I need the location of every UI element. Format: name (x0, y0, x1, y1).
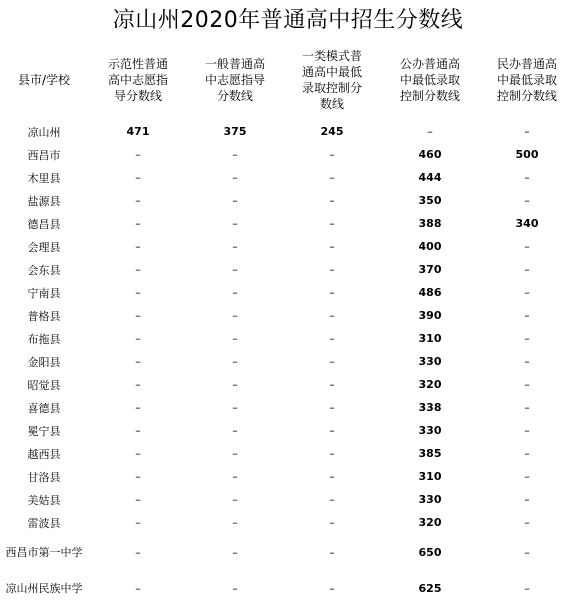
score-cell: – (135, 447, 141, 460)
score-cell: 330 (418, 355, 442, 368)
score-cell: – (329, 263, 335, 276)
header-general-guide-score: 一般普通高 中志愿指导 分数线 (204, 57, 265, 103)
score-cell: – (232, 309, 238, 322)
table-row (0, 373, 576, 396)
score-cell: – (232, 545, 238, 559)
score-cell: 400 (418, 240, 442, 253)
header-private-min-score: 民办普通高 中最低录取 控制分数线 (496, 57, 557, 103)
score-cell: – (524, 516, 530, 529)
score-cell: 320 (418, 378, 442, 391)
score-cell: 500 (515, 148, 539, 161)
score-cell: – (232, 217, 238, 230)
score-cell: 310 (418, 470, 442, 483)
header-row (0, 40, 576, 120)
table-row (0, 442, 576, 465)
county-name-cell: 布拖县 (27, 332, 61, 346)
score-cell: 625 (418, 581, 442, 595)
county-name-cell: 西昌市 (27, 148, 61, 162)
score-cell: 310 (418, 332, 442, 345)
score-cell: – (524, 194, 530, 207)
score-cell: – (135, 401, 141, 414)
score-cell: – (524, 286, 530, 299)
score-cell: – (232, 581, 238, 595)
score-cell: 375 (223, 125, 247, 138)
score-cell: 340 (515, 217, 539, 230)
score-cell: – (135, 332, 141, 345)
score-cell: – (135, 240, 141, 253)
table-row (0, 258, 576, 281)
score-cell: – (329, 516, 335, 529)
score-cell: – (135, 516, 141, 529)
county-name-cell: 普格县 (27, 309, 61, 323)
score-cell: – (232, 424, 238, 437)
score-cell: 320 (418, 516, 442, 529)
score-cell: – (524, 125, 530, 138)
county-name-cell: 昭觉县 (27, 378, 61, 392)
score-cell: – (329, 240, 335, 253)
score-cell: – (524, 309, 530, 322)
table-row (0, 350, 576, 373)
table-row (0, 120, 576, 143)
score-cell: – (135, 194, 141, 207)
score-cell: – (232, 286, 238, 299)
table-row (0, 465, 576, 488)
score-cell: – (329, 217, 335, 230)
county-name-cell: 盐源县 (27, 194, 61, 208)
county-name-cell: 西昌市第一中学 (5, 545, 83, 559)
score-cell: – (524, 355, 530, 368)
county-name-cell: 凉山州民族中学 (5, 581, 83, 595)
table-row (0, 534, 576, 570)
score-cell: – (329, 194, 335, 207)
score-table (0, 40, 576, 606)
score-cell: – (135, 355, 141, 368)
county-name-cell: 木里县 (27, 171, 61, 185)
score-cell: – (524, 581, 530, 595)
score-cell: – (232, 332, 238, 345)
score-cell: – (135, 217, 141, 230)
score-cell: 650 (418, 545, 442, 559)
score-cell: – (232, 263, 238, 276)
score-cell: – (329, 332, 335, 345)
score-cell: – (135, 424, 141, 437)
header-class-one-min-score: 一类模式普 通高中最低 录取控制分 数线 (301, 49, 362, 111)
county-name-cell: 越西县 (27, 447, 61, 461)
score-cell: – (329, 171, 335, 184)
score-cell: 444 (418, 171, 442, 184)
score-cell: – (524, 171, 530, 184)
score-cell: 460 (418, 148, 442, 161)
score-cell: 471 (126, 125, 150, 138)
score-cell: – (427, 125, 433, 138)
table-row (0, 166, 576, 189)
score-cell: 486 (418, 286, 442, 299)
table-row (0, 488, 576, 511)
score-cell: 245 (320, 125, 344, 138)
score-cell: 330 (418, 424, 442, 437)
score-cell: 330 (418, 493, 442, 506)
score-cell: – (135, 545, 141, 559)
table-row (0, 281, 576, 304)
score-cell: 390 (418, 309, 442, 322)
score-cell: – (329, 424, 335, 437)
score-cell: – (329, 401, 335, 414)
table-row (0, 570, 576, 606)
score-cell: – (135, 309, 141, 322)
table-row (0, 327, 576, 350)
score-cell: 350 (418, 194, 442, 207)
score-cell: – (329, 309, 335, 322)
score-cell: – (232, 148, 238, 161)
table-row (0, 235, 576, 258)
score-cell: – (135, 263, 141, 276)
score-cell: – (524, 447, 530, 460)
score-cell: – (135, 581, 141, 595)
county-name-cell: 冕宁县 (27, 424, 61, 438)
county-name-cell: 甘洛县 (27, 470, 61, 484)
score-cell: – (329, 447, 335, 460)
score-cell: – (232, 447, 238, 460)
score-cell: – (232, 516, 238, 529)
score-cell: – (524, 493, 530, 506)
score-cell: – (232, 240, 238, 253)
score-cell: – (232, 194, 238, 207)
score-cell: 338 (418, 401, 442, 414)
county-name-cell: 喜德县 (27, 401, 61, 415)
score-cell: 385 (418, 447, 442, 460)
score-cell: – (329, 378, 335, 391)
score-cell: – (232, 355, 238, 368)
score-cell: – (135, 171, 141, 184)
score-cell: – (329, 545, 335, 559)
score-cell: – (135, 470, 141, 483)
score-cell: 388 (418, 217, 442, 230)
score-cell: – (524, 545, 530, 559)
score-cell: – (135, 148, 141, 161)
table-row (0, 396, 576, 419)
county-name-cell: 金阳县 (27, 355, 61, 369)
score-cell: – (524, 332, 530, 345)
score-cell: – (524, 470, 530, 483)
score-cell: – (135, 286, 141, 299)
score-cell: – (524, 263, 530, 276)
table-row (0, 212, 576, 235)
header-model-guide-score: 示范性普通 高中志愿指 导分数线 (107, 57, 168, 103)
county-name-cell: 凉山州 (27, 125, 61, 139)
table-row (0, 304, 576, 327)
score-cell: – (232, 401, 238, 414)
score-cell: – (524, 378, 530, 391)
score-cell: – (329, 493, 335, 506)
table-row (0, 143, 576, 166)
page-title: 凉山州2020年普通高中招生分数线 (112, 8, 464, 33)
score-cell: 370 (418, 263, 442, 276)
county-name-cell: 会东县 (27, 263, 61, 277)
county-name-cell: 美姑县 (27, 493, 61, 507)
score-cell: – (329, 286, 335, 299)
header-public-min-score: 公办普通高 中最低录取 控制分数线 (399, 57, 460, 103)
score-cell: – (232, 493, 238, 506)
score-cell: – (329, 470, 335, 483)
score-cell: – (524, 424, 530, 437)
table-row (0, 511, 576, 534)
county-name-cell: 雷波县 (27, 516, 61, 530)
score-cell: – (135, 493, 141, 506)
score-cell: – (232, 378, 238, 391)
score-cell: – (329, 581, 335, 595)
score-cell: – (329, 355, 335, 368)
table-row (0, 189, 576, 212)
score-cell: – (524, 401, 530, 414)
score-cell: – (524, 240, 530, 253)
score-cell: – (232, 171, 238, 184)
table-row (0, 419, 576, 442)
county-name-cell: 德昌县 (27, 217, 61, 231)
county-name-cell: 宁南县 (27, 286, 61, 300)
score-cell: – (329, 148, 335, 161)
score-cell: – (232, 470, 238, 483)
score-cell: – (135, 378, 141, 391)
county-name-cell: 会理县 (27, 240, 61, 254)
header-county: 县市/学校 (17, 73, 71, 87)
